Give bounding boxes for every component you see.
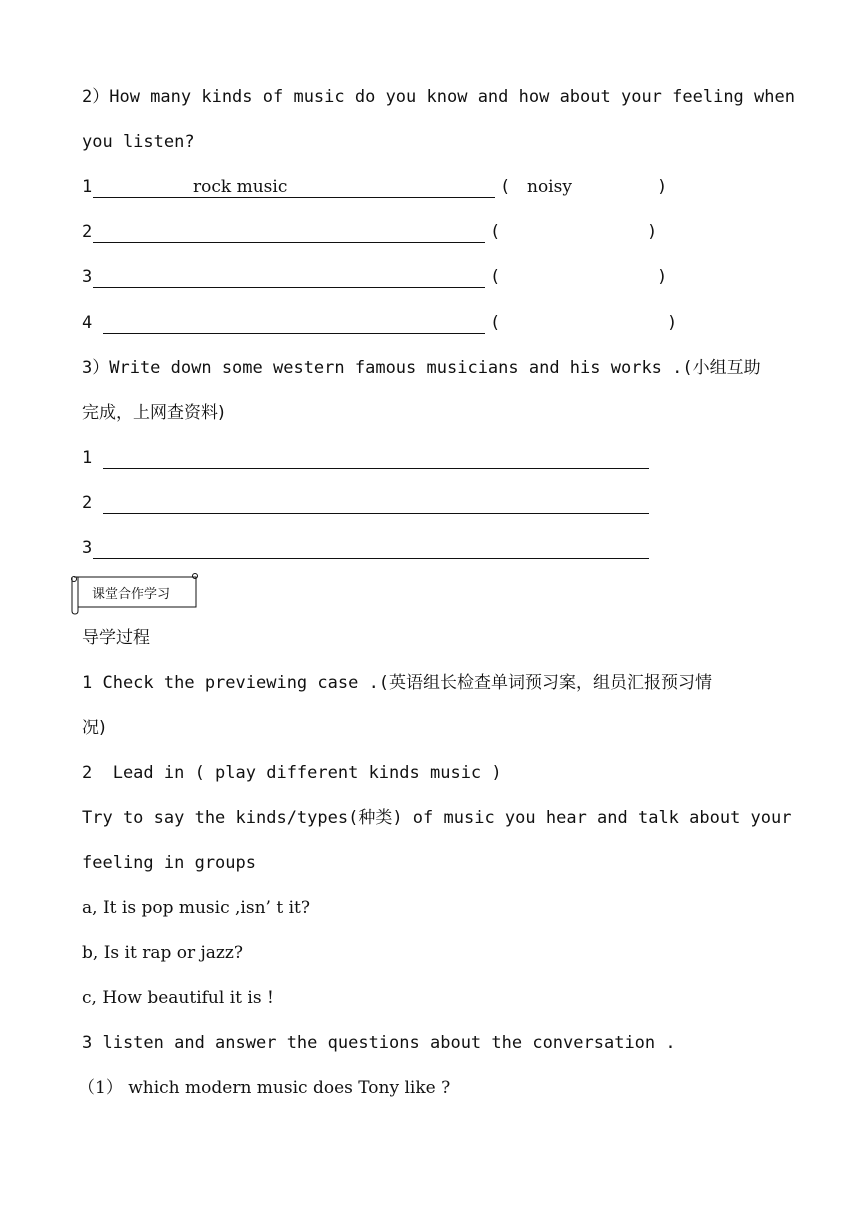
q2-paren-close: ) xyxy=(657,267,668,287)
step2-option-b: b, Is it rap or jazz? xyxy=(82,943,243,963)
section-banner xyxy=(68,573,198,613)
step1-line1: 1 Check the previewing case .(英语组长检查单词预习案，组员汇报预习情 xyxy=(82,673,713,693)
q3-prompt-line1: 3）Write down some western famous musicians and his works .(小组互助 xyxy=(82,358,761,378)
q2-prompt-line1: 2）How many kinds of music do you know and how about your feeling when xyxy=(82,87,795,107)
q2-paren-close: ) xyxy=(647,222,658,242)
q2-answer-blank[interactable] xyxy=(93,242,485,243)
step2-option-c: c, How beautiful it is ! xyxy=(82,988,274,1008)
q2-item-number: 3 xyxy=(82,267,93,287)
step2-line2: Try to say the kinds/types(种类) of music you hear and talk about your xyxy=(82,808,792,828)
q3-answer-blank[interactable] xyxy=(103,513,649,514)
q2-paren-close: ) xyxy=(657,177,668,197)
q2-paren-open: ( xyxy=(500,177,511,197)
q3-answer-blank[interactable] xyxy=(103,468,649,469)
step3-line1: 3 listen and answer the questions about the conversation . xyxy=(82,1033,676,1053)
q2-prompt-line2: you listen? xyxy=(82,132,195,152)
q2-item-number: 1 xyxy=(82,177,93,197)
q3-item-number: 3 xyxy=(82,538,93,558)
q2-paren-open: ( xyxy=(490,313,501,333)
q2-feeling-text: noisy xyxy=(527,177,572,197)
q3-item-number: 1 xyxy=(82,448,93,468)
q2-answer-blank[interactable] xyxy=(93,197,495,198)
q2-answer-blank[interactable] xyxy=(93,287,485,288)
q2-answer-text: rock music xyxy=(193,177,288,197)
guide-title: 导学过程 xyxy=(82,628,150,648)
step2-line1: 2 Lead in ( play different kinds music ) xyxy=(82,763,502,783)
q2-paren-open: ( xyxy=(490,267,501,287)
q2-paren-close: ) xyxy=(667,313,678,333)
section-banner-label: 课堂合作学习 xyxy=(92,587,171,602)
q2-paren-open: ( xyxy=(490,222,501,242)
step2-line3: feeling in groups xyxy=(82,853,256,873)
q3-prompt-line2: 完成，上网查资料) xyxy=(82,403,225,423)
q2-answer-blank[interactable] xyxy=(103,333,485,334)
q2-item-number: 2 xyxy=(82,222,93,242)
q3-item-number: 2 xyxy=(82,493,93,513)
q2-item-number: 4 xyxy=(82,313,93,333)
step1-line2: 况) xyxy=(82,718,106,738)
step3-question1: （1） which modern music does Tony like ? xyxy=(78,1078,451,1098)
step2-option-a: a, It is pop music ,isn’ t it? xyxy=(82,898,310,918)
q3-answer-blank[interactable] xyxy=(93,558,649,559)
